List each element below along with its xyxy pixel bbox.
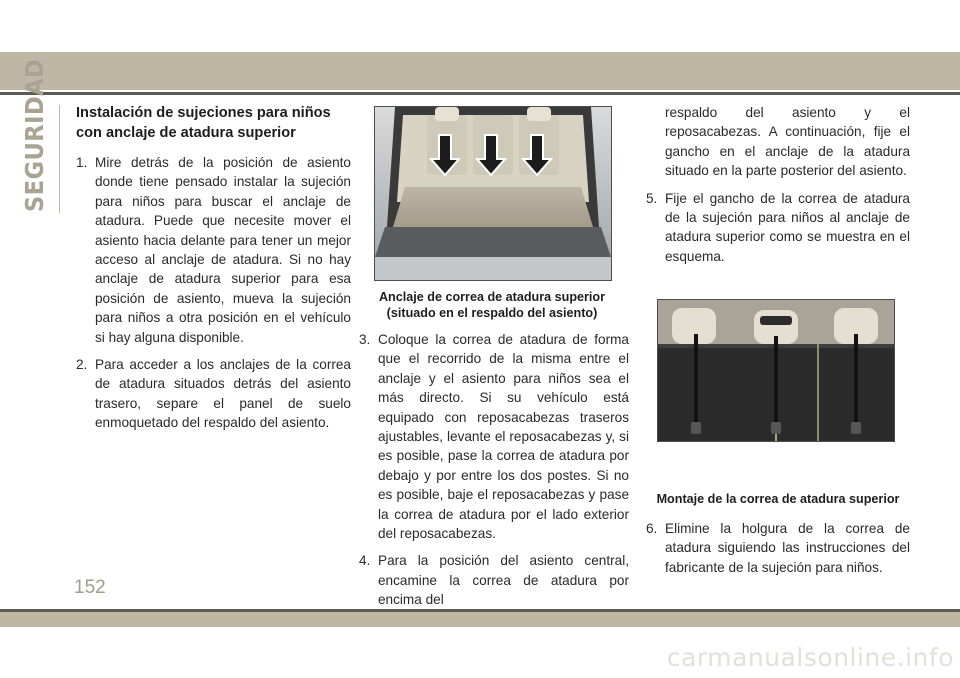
page-number: 152 (74, 577, 106, 598)
watermark: carmanualsonline.info (666, 643, 954, 672)
column-right-bottom (646, 519, 910, 585)
footer-band (0, 612, 960, 627)
list-number: 3. (359, 332, 371, 347)
list-item (359, 330, 629, 543)
column-middle (359, 330, 629, 618)
section-title: Instalación de sujeciones para niños con anclaje de atadura superior (76, 105, 331, 141)
caption-line: Anclaje de correa de atadura superior (378, 290, 606, 304)
tether-mounting-photo (657, 299, 895, 442)
list-number: 2. (76, 357, 88, 373)
list-text-continued: respaldo del asiento y el reposacabezas. A continuación, fije el gancho en el anclaje de la atadura situado en la parte posterior del asiento. (665, 105, 910, 179)
header-band (0, 52, 960, 90)
section-side-label: SEGURIDAD (20, 58, 49, 212)
list-text: Elimine la holgura de la correa de atadura siguiendo las instrucciones del fabricante de la sujeción para niños. (665, 521, 910, 575)
list-number: 6. (646, 521, 658, 536)
list-text: Mire detrás de la posición de asiento donde tiene pensado instalar la sujeción para niños para buscar el anclaje de atadura. Puede que necesite mover el asiento hacia delante para tener un mejor acceso al anclaje de atadura. Si no hay anclaje de atadura superior para esa posición de asiento, mueva la sujeción para niños a otra posición en el vehículo si hay alguna disponible. (95, 155, 351, 345)
column-left (76, 103, 351, 441)
list-item (646, 519, 910, 577)
list-text: Coloque la correa de atadura de forma que el recorrido de la misma entre el anclaje y el asiento para niños sea el más directo. Si su vehículo está equipado con reposacabezas traseros ajustables, levante el reposacabezas y, si es posible, pase la correa de atadura por debajo y por entre los dos postes. Si no es posible, baje el reposacabezas y pase la correa de atadura por el lado exterior del reposacabezas. (378, 332, 629, 542)
photo-caption-mounting: Montaje de la correa de atadura superior (656, 492, 900, 506)
list-item (359, 551, 629, 609)
list-item (76, 153, 351, 347)
column-right (646, 103, 910, 274)
list-text: Para la posición del asiento central, encamine la correa de atadura por encima del (378, 553, 629, 608)
tether-anchor-photo (374, 106, 612, 281)
list-number: 4. (359, 553, 371, 569)
list-text: Fije el gancho de la correa de atadura de la sujeción para niños al anclaje de atadura superior como se muestra en el esquema. (665, 190, 910, 264)
side-rule (59, 105, 60, 213)
list-text: Para acceder a los anclajes de la correa de atadura situados detrás del asiento trasero, separe el panel de suelo enmoquetado del respaldo del asiento. (95, 357, 351, 431)
tether-anchor-illustration (375, 107, 611, 280)
header-rule (0, 92, 960, 95)
caption-line: (situado en el respaldo del asiento) (386, 306, 598, 320)
list-item (646, 189, 910, 267)
list-number: 1. (76, 155, 88, 170)
list-item (76, 355, 351, 433)
tether-mounting-illustration (658, 300, 894, 441)
photo-caption-anchor (360, 289, 624, 321)
list-number: 5. (646, 190, 658, 206)
